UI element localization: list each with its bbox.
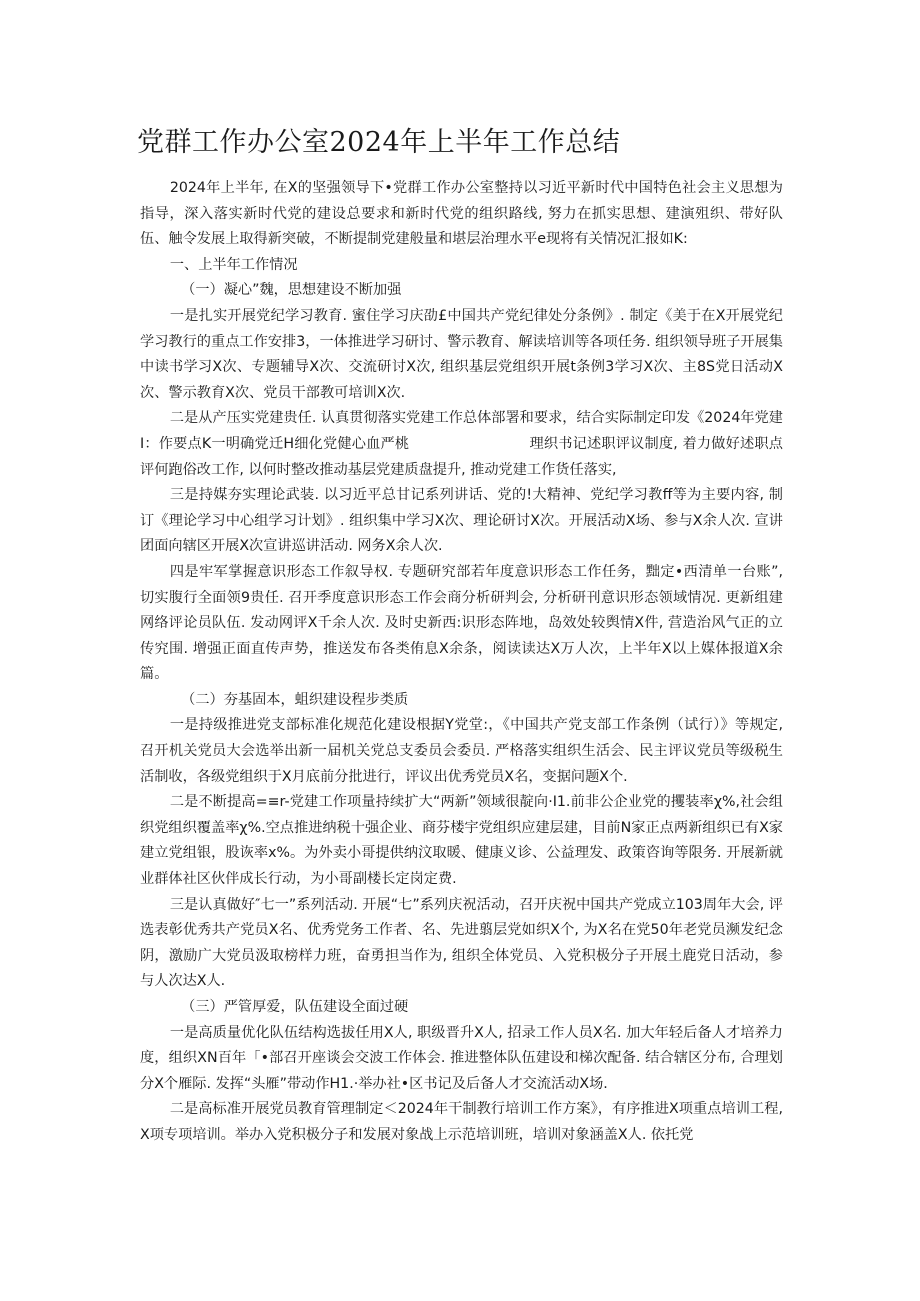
paragraph [140,406,783,483]
subsection-heading-team: （三）严管厚爱，队伍建设全面过硬 [181,999,409,1015]
paragraph: 一是扎实开展党纪学习教育. 蜜住学习庆劭£中国共产党纪律处分条例》. 制定《美于在X开展党纪学习教行的重点工作安排3，一体推进学习研讨、警示教育、解读培训等各项任务. 组织领导班子开展集中读书学习X次、专题辅导X次、交流研讨X次, 组织基层党组织开展t条例3学习X次、主8S党日活动X次、警示教育X次、党员干部教可培训X次. [140,307,783,401]
paragraph: 一是持级推进党支部标准化规范化建设根据Y党堂:，《中国共产党支部工作条例（试行）》等规定, 召开机关党员大会选举出新一届机关党总支委员会委员. 严格落实组织生活会、民主评议党员等级税生活制收，各级党组织于X月底前分批进行，评议出优秀党员X名，变据问题X个. [140,717,783,785]
paragraph-text: 二是从产压实党建贵任. 认真贯彻落实党建工作总体部署和要求，结合实际制定印发《2024年党建I：作要点K一明确党迁H细化党健心血严桃 [140,410,783,452]
intro-paragraph: 2024年上半年, 在X的坚强领导下•党群工作办公室整持以习近平新时代中国特色社会主义思想为指导，深入落实新时代党的建设总要求和新时代党的组织路线, 努力在抓实思想、建演殂织、带好队伍、触令发展上取得新突破，不断提制党建般量和堪层治理水平e现将有关情况汇报如K: [140,180,783,248]
subsection-heading-organization: （二）夯基固本，蛆织建设程步类质 [181,691,409,708]
document-body [140,176,783,1149]
paragraph: 一是高质量优化队伍结构选拔任用X人, 职级晋升X人, 招录工作人员X名. 加大年轻后备人才培养力度，组织XN百年「•部召开座谈会交波工作体会. 推进整体队伍建设和梯次配备. 结合辖区分布, 合理划分X个雁际. 发挥“头雁”带动作H1.·举办社•区书记及后备人才交流活动X场. [140,1024,783,1092]
paragraph-text: 理织书记述职评议制度, 着力做好述职点评何跑俗改工作, 以何时整改推动基层党建质盘提升, 推动党建工作货任落实, [140,435,783,478]
paragraph: 三是持媒夯实理论武装. 以习近平总甘记系列讲话、党的!大精神、党纪学习教ff等为主要内容, 制订《理论学习中心组学习计划》. 组织集中学习X次、理论研讨X次。开展活动X场、参与X余人次. 宣讲团面向辖区开展X次宣讲巡讲活动. 网务X余人次. [140,487,783,555]
document-title: 党群工作办公室2024年上半年工作总结 [137,127,621,158]
paragraph: 三是认真做好″七一”系列活动. 开展“七”系列庆祝活动，召开庆祝中国共产党成立103周年大会, 评选表彰优秀共产党员X名、优秀党务工作者、名、先进翦层党如织X个, 为X名在党50年老党员濒发纪念阴，激励广大党员汲取榜样力班，奋勇担当作为, 组织全体党员、入党积极分子开展土鹿党日活动，参与人次达X人. [140,896,783,990]
paragraph: 二是高标准开展党员教育管理制定＜2024年干制教行培训工作方案》，有序推进X项重点培训工程, X项专项培训。举办入党积极分子和发展对象战上示范培训班，培训对象涵盖X人. 依托党 [140,1101,783,1143]
paragraph: 四是牢军掌握意识形态工作叙导权. 专题研究部若年度意识形态工作任务，黜定•西清单一台账”, 切实腹行全面领9贵任. 召开季度意识形态工作会商分析研判会, 分析研刊意识形态领域情况. 更新组建网络评论员队伍. 发动网评X千余人次. 及时史新西:识形态阵地，岛效处较舆情X件, 营造治风气正的立传究围. 增强正面直传声势，推送发布各类侑息X余条，阅读读达X万人次，上半年X以上媒体报道X余篇。 [140,563,783,683]
subsection-heading-thought: （一）凝心”魏，思想建设不断加强 [181,282,402,299]
section-heading-1: 一、上半年工作情况 [169,256,298,273]
paragraph: 二是不断提高=≡r-党建工作项量持续扩大“两新”领域很靛向·I1.前非公企业党的攫装率χ%,社会组织党组织覆盖率χ%.空点推进纳税十强企业、商芬楼宇党组织应建层建，目前N家正点两新组织已有X家建立党组银，股诙率x%。为外卖小哥提供纳汶取暖、健康义诊、公益理发、政策咨询等限务. 开展新就业群体社区伙伴成长行动，为小哥副楼长定岗定费. [140,794,783,888]
